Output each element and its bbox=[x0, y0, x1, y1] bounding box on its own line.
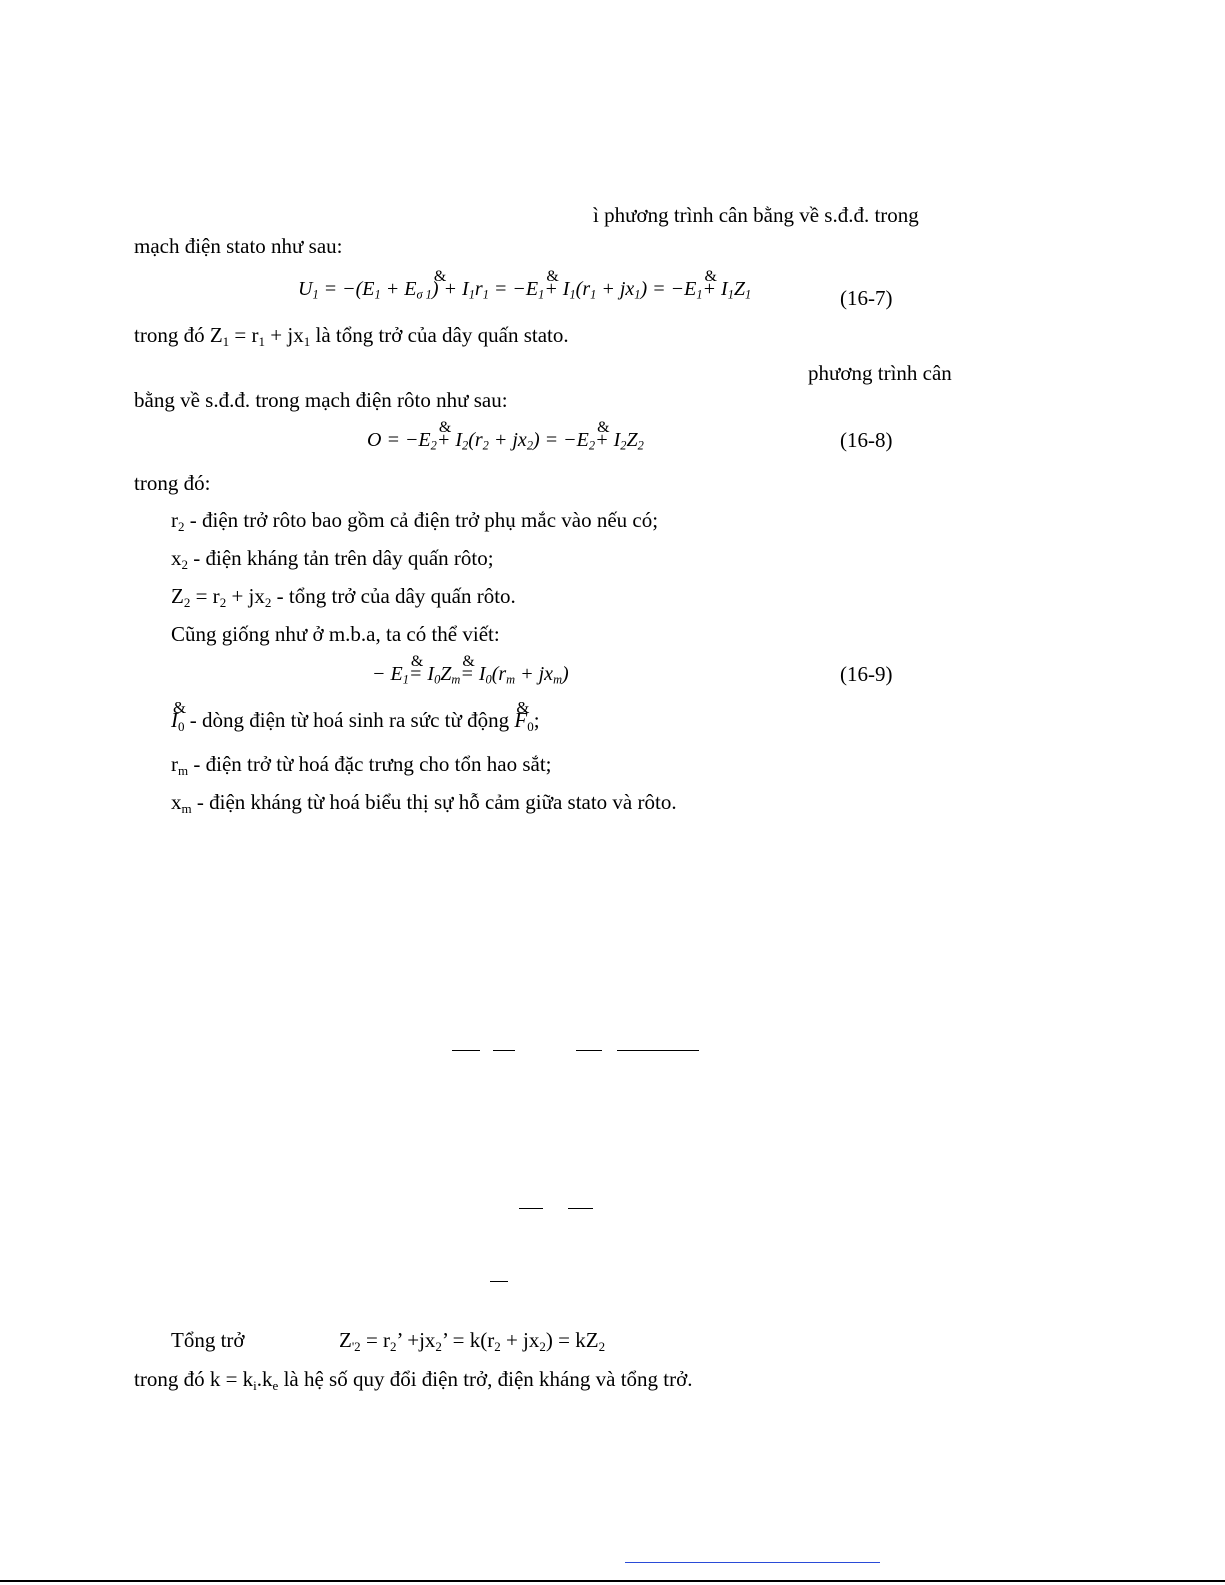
paragraph2-line2: bằng về s.đ.đ. trong mạch điện rôto như sau: bbox=[134, 388, 508, 412]
equation-number-16-8: (16-8) bbox=[840, 428, 893, 452]
paragraph1-line1: ì phương trình cân bằng về s.đ.đ. trong bbox=[593, 203, 919, 227]
equation-16-7: $U_1 = -(E_1 + E_{\sigma 1}) + I$ $\&_1r_1 = -E_1+ I$ $\&_1(r_1 + jx_1) = -E_1+ I$ $\&_1Z_1$ bbox=[298, 279, 751, 299]
bottom-rule bbox=[0, 1580, 1225, 1582]
fraction-bar bbox=[493, 1050, 515, 1051]
definition-xm: $x_m$ - điện kháng từ hoá biểu thị sự hỗ cảm giữa stato và rôto. bbox=[171, 790, 677, 816]
impedance-equation: $Z_{'2} = r_2$’ $+jx_2$’ = $k(r_2 + jx_2) = kZ_2$ bbox=[339, 1328, 606, 1354]
impedance-label: Tổng trở bbox=[171, 1328, 245, 1352]
fraction-bar bbox=[452, 1050, 480, 1051]
equation-number-16-7: (16-7) bbox=[840, 286, 893, 310]
definition-x2: $x_2$ - điện kháng tản trên dây quấn rôto; bbox=[171, 546, 494, 572]
definition-rm: $r_m$ - điện trở từ hoá đặc trưng cho tổn hao sắt; bbox=[171, 752, 552, 778]
z1-definition: trong đó $Z_1 = r_1 + jx_1$ là tổng trở của dây quấn stato. bbox=[134, 323, 569, 349]
definition-i0: I $\&_0$ - dòng điện từ hoá sinh ra sức từ động F $\&_0$; bbox=[171, 710, 540, 731]
fraction-bar bbox=[490, 1281, 508, 1282]
fraction-bar bbox=[576, 1050, 602, 1051]
equation-16-9: − $E_1= I$ $\&_0Z_m= I$ $\&_0(r_m + jx_m)$ bbox=[372, 664, 569, 684]
fraction-bar bbox=[519, 1208, 543, 1209]
equation-16-8: $O = -E_2+ I$ $\&_2(r_2 + jx_2) = -E_2+ I$ $\&_2Z_2$ bbox=[367, 430, 644, 450]
equation-number-16-9: (16-9) bbox=[840, 662, 893, 686]
paragraph1-line2: mạch điện stato như sau: bbox=[134, 234, 343, 258]
fraction-bar bbox=[617, 1050, 699, 1051]
k-definition: trong đó $k = k_i.k_e$ là hệ số quy đổi điện trở, điện kháng và tổng trở. bbox=[134, 1367, 693, 1393]
footer-link-underline[interactable] bbox=[625, 1562, 880, 1563]
where-label: trong đó: bbox=[134, 471, 211, 495]
paragraph2-line1: phương trình cân bbox=[808, 361, 952, 385]
fraction-bar bbox=[568, 1208, 593, 1209]
definition-z2: $Z_2 = r_2 + jx_2$ - tổng trở của dây quấn rôto. bbox=[171, 584, 516, 610]
definition-r2: $r_2$ - điện trở rôto bao gồm cả điện trở phụ mắc vào nếu có; bbox=[171, 508, 659, 534]
similar-line: Cũng giống như ở m.b.a, ta có thể viết: bbox=[171, 622, 500, 646]
